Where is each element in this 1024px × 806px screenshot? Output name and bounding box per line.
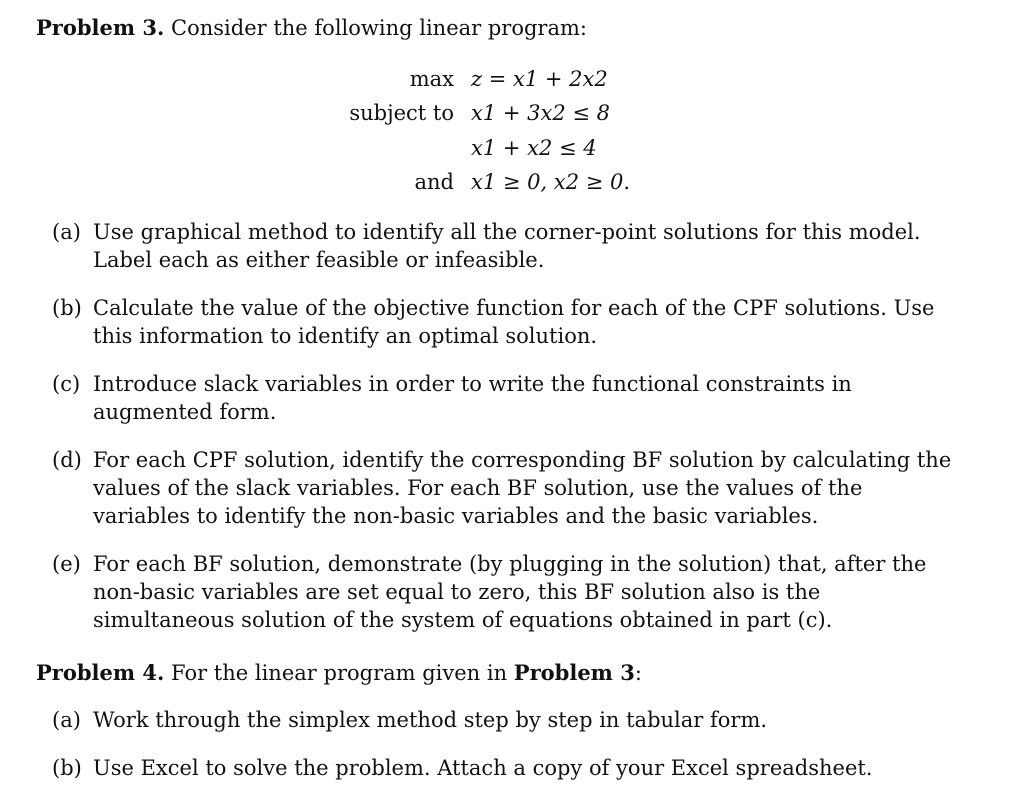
problem3-intro: Consider the following linear program: [171, 16, 587, 40]
p3-part-e-text: For each BF solution, demonstrate (by plugging in the solution) that, after the non-basic variables are set equal to zero, this BF solution also is the simultaneous solution of the system of equations obtained in part (c). [93, 552, 927, 632]
lp-and-label: and [414, 170, 454, 194]
lp-constraint-1: x1 + 3x2 ≤ 8 [471, 101, 611, 125]
problem3-heading: Problem 3. [36, 15, 165, 40]
p3-part-c-label: (c) [52, 372, 81, 396]
lp-max-label: max [409, 67, 454, 91]
p4-part-b-text: Use Excel to solve the problem. Attach a copy of your Excel spreadsheet. [93, 756, 873, 780]
lp-subject-label: subject to [349, 101, 454, 125]
lp-nonneg: x1 ≥ 0, x2 ≥ 0. [471, 170, 631, 194]
problem4-intro: For the linear program given in [171, 661, 508, 685]
p3-part-b-label: (b) [52, 296, 82, 320]
p3-part-d-text: For each CPF solution, identify the corresponding BF solution by calculating the values of the slack variables. For each BF solution, use the values of the variables to identify the non-basic variables and the basic variables. [93, 448, 952, 528]
problem4-heading-line [36, 659, 642, 687]
problem4-heading: Problem 4. [36, 660, 165, 685]
p4-part-b-label: (b) [52, 756, 82, 780]
p3-part-c-text: Introduce slack variables in order to write the functional constraints in augmented form. [93, 372, 852, 424]
lp-objective: z = x1 + 2x2 [471, 67, 608, 91]
lp-constraint-2: x1 + x2 ≤ 4 [471, 136, 597, 160]
problem4-ref: Problem 3 [513, 660, 635, 685]
p3-part-d-label: (d) [52, 448, 82, 472]
p3-part-a-text: Use graphical method to identify all the corner-point solutions for this model. Label each as either feasible or infeasible. [93, 220, 921, 272]
problem4-colon: : [634, 661, 642, 685]
p3-part-e-label: (e) [52, 552, 81, 576]
problem3-heading-line [36, 14, 587, 42]
p3-part-b-text: Calculate the value of the objective function for each of the CPF solutions. Use this information to identify an optimal solution. [93, 296, 935, 348]
p4-part-a-text: Work through the simplex method step by step in tabular form. [93, 708, 768, 732]
p4-part-a-label: (a) [52, 708, 81, 732]
p3-part-a-label: (a) [52, 220, 81, 244]
